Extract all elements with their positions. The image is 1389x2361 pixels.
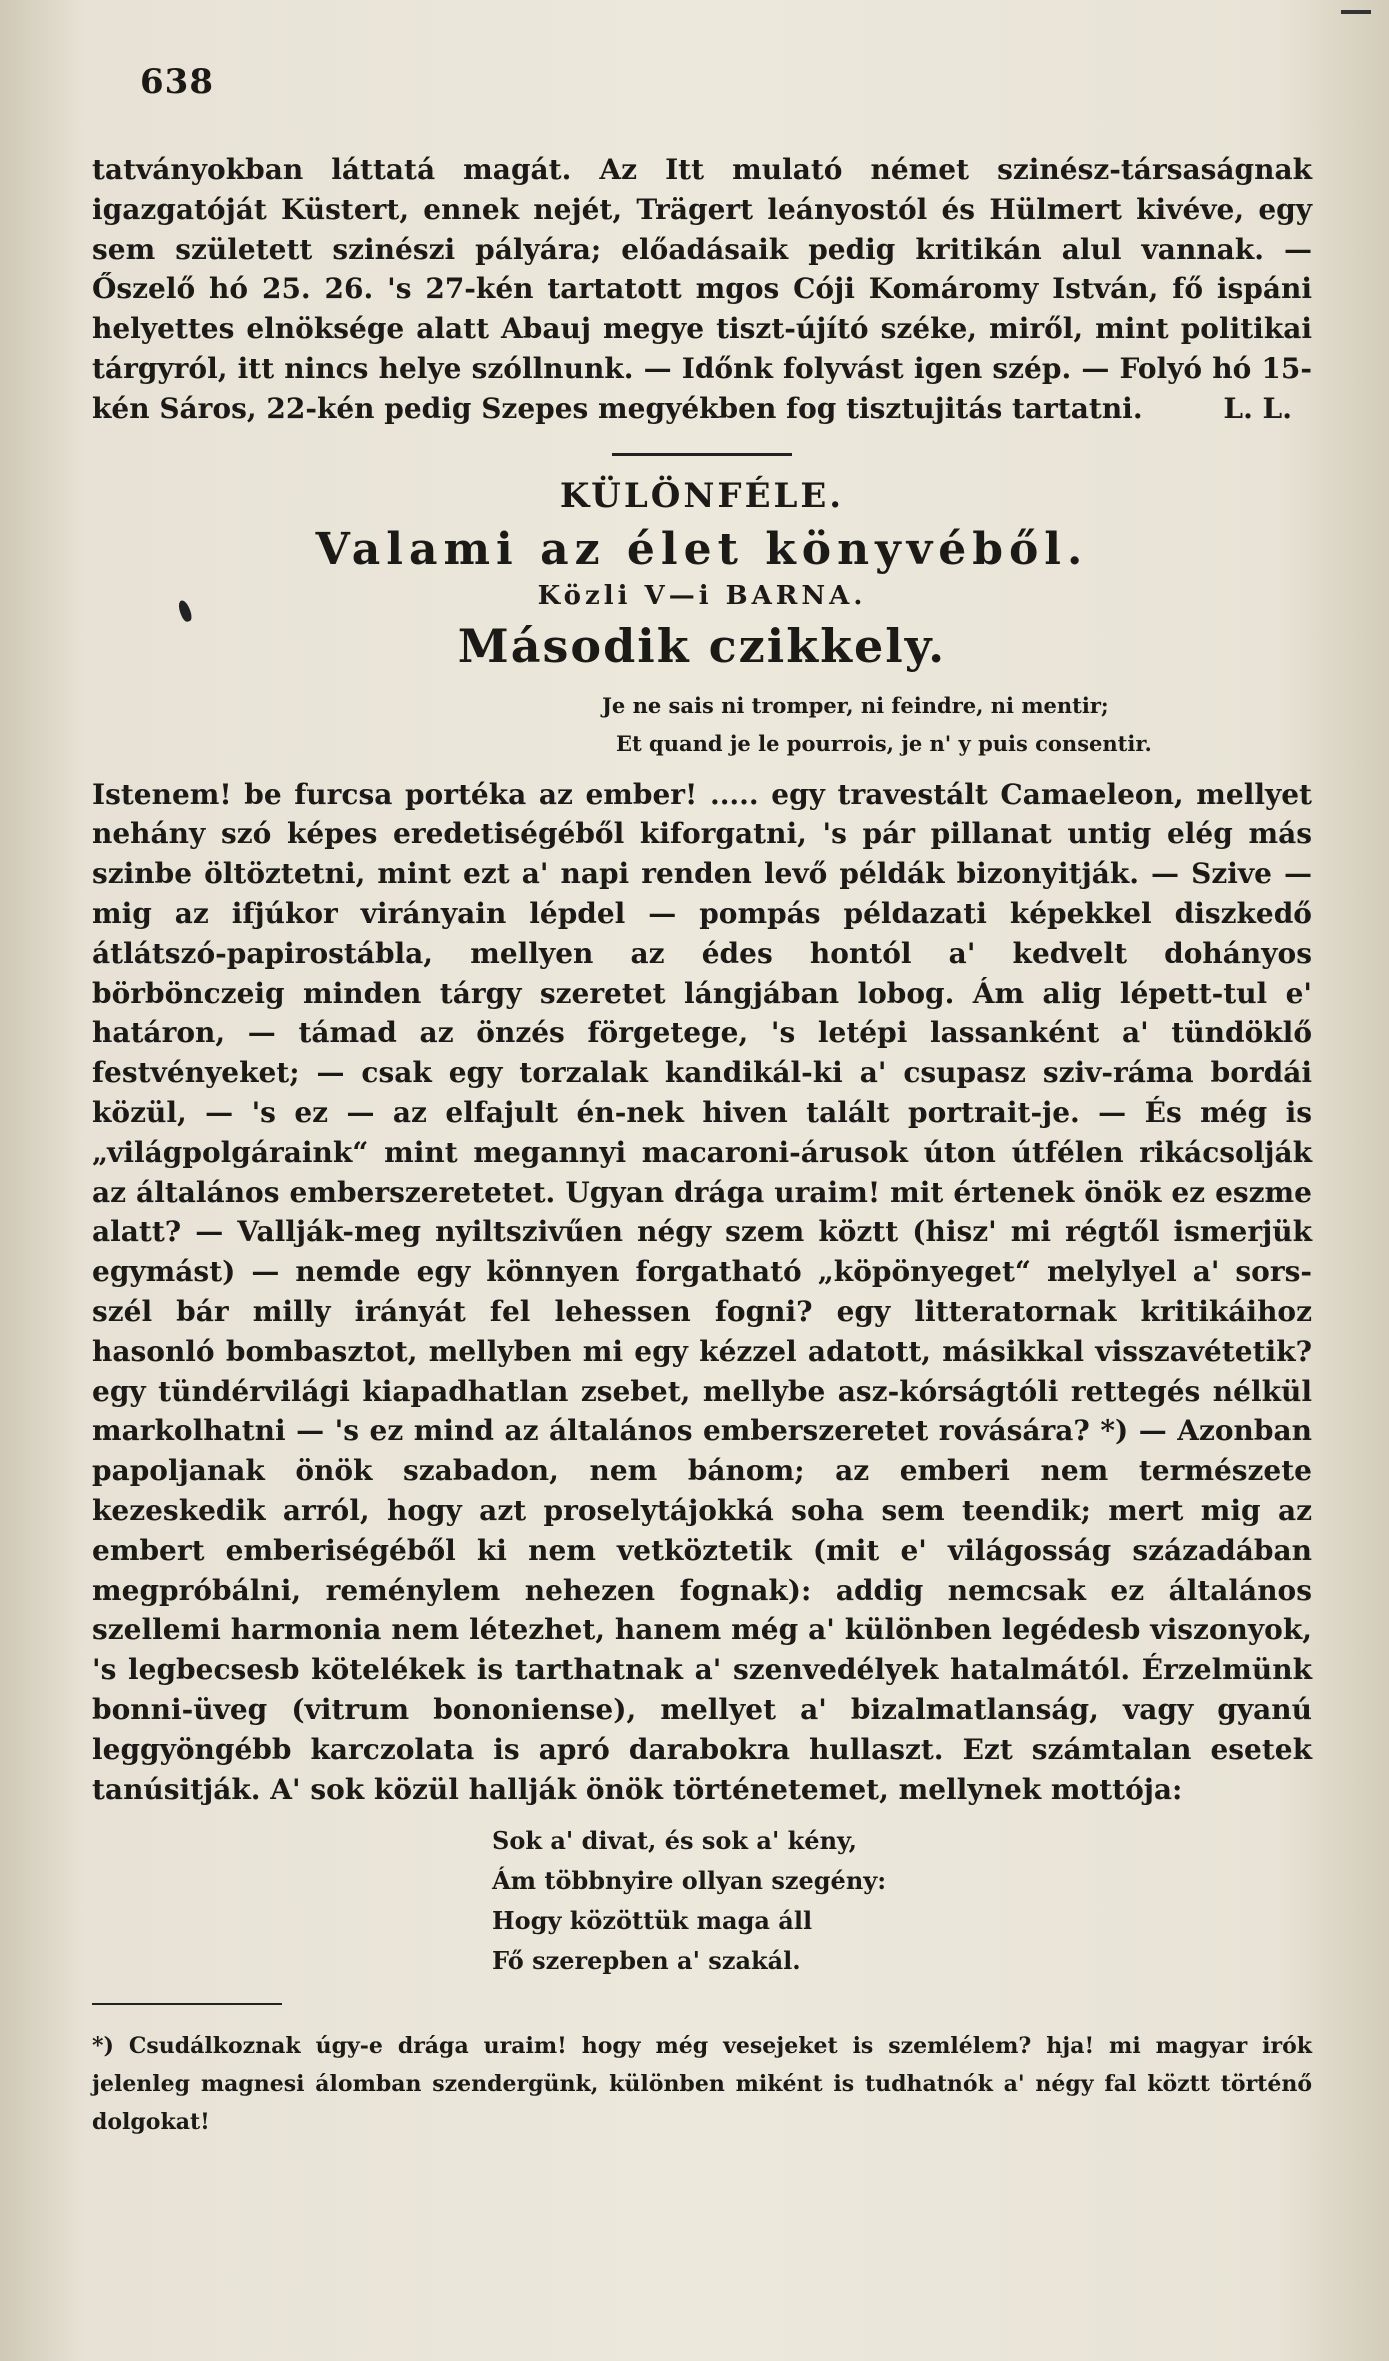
motto-line: Et quand je le pourrois, je n' y puis consentir. xyxy=(616,730,1152,756)
intro-paragraph: tatványokban láttatá magát. Az Itt mulató német szinész-társaságnak igazgatóját Küstert, ennek nejét, Trägert leányostól és Hülmert kivéve, egy sem született szinészi pályára; előadásaik pedig kritikán alul vannak. — Őszelő hó 25. 26. 's 27-kén tartatott mgos Cóji Komáromy István, fő ispáni helyettes elnöksége alatt Abauj megye tiszt-újító széke, miről, mint politikai tárgyról, itt nincs helye szóllnunk. — Időnk folyvást igen szép. — Folyó hó 15-kén Sáros, 22-kén pedig Szepes megyékben fog tisztujitás tartatni. xyxy=(92,153,1312,425)
verse-line: Hogy közöttük maga áll xyxy=(492,1906,813,1936)
motto xyxy=(602,687,1312,763)
verse-line: Fő szerepben a' szakál. xyxy=(492,1946,801,1976)
motto-line: Je ne sais ni tromper, ni feindre, ni mentir; xyxy=(602,692,1109,718)
section-divider xyxy=(612,453,792,456)
section-heading: KÜLÖNFÉLE. xyxy=(559,475,845,516)
body-paragraph: Istenem! be furcsa portéka az ember! ..... egy travestált Camaeleon, mellyet nehány szó képes eredetiségéből kiforgatni, 's pár pillanat untig elég más szinbe öltöztetni, mint ezt a' napi renden levő példák bizonyitják. — Szive — mig az ifjúkor virányain lépdel — pompás példazati képekkel diszkedő átlátszó-papirostábla, mellyen az édes hontól a' kedvelt dohányos börbönczeig minden tárgy szeretet lángjában lobog. Ám alig lépett-tul e' határon, — támad az önzés förgetege, 's letépi lassanként a' tündöklő festvényeket; — csak egy torzalak kandikál-ki a' csupasz sziv-ráma bordái közül, — 's ez — az elfajult én-nek hiven talált portrait-je. — És még is „világpolgáraink“ mint megannyi macaroni-árusok úton útfélen rikácsolják az általános emberszeretetet. Ugyan drága uraim! mit értenek önök ez eszme alatt? — Vallják-meg nyiltszivűen négy szem köztt (hisz' mi régtől ismerjük egymást) — nemde egy könnyen forgatható „köpönyeget“ melylyel a' sors-szél bár milly irányát fel lehessen fogni? egy litteratornak kritikáihoz hasonló bombasztot, mellyben mi egy kézzel adatott, másikkal visszavétetik? egy tündérvilági kiapadhatlan zsebet, mellybe asz-kórságtóli rettegés nélkül markolhatni — 's ez mind az általános emberszeretet rovására? *) — Azonban papoljanak önök szabadon, nem bánom; az emberi nem természete kezeskedik arról, hogy azt proselytájokká soha sem teendik; mert mig az embert emberiségéből ki nem vetköztetik (mit e' világosság századában megpróbálni, reménylem nehezen fognak): addig nemcsak ez általános szellemi harmonia nem létezhet, hanem még a' különben legédesb viszonyok, 's legbecsesb kötelékek is tarthatnak a' szenvedélyek hatalmától. Érzelmünk bonni-üveg (vitrum bononiense), mellyet a' bizalmatlanság, vagy gyanú leggyöngébb karczolata is apró darabokra hullaszt. Ezt számtalan esetek tanúsitják. A' sok közül hallják önök történetemet, mellynek mottója: xyxy=(92,777,1312,1806)
verse-line: Ám többnyire ollyan szegény: xyxy=(492,1866,887,1896)
footnote-divider xyxy=(92,2003,282,2005)
page-content xyxy=(92,150,1312,2163)
page-number: 638 xyxy=(140,62,214,102)
intro-signature: L. L. xyxy=(1223,391,1292,425)
article-title: Valami az élet könyvéből. xyxy=(315,523,1089,575)
footnote: *) Csudálkoznak úgy-e drága uraim! hogy még vesejeket is szemlélem? hja! mi magyar irók jelenleg magnesi álomban szendergünk, különben miként is tudhatnók a' négy fal köztt történő dolgokat! xyxy=(92,2033,1312,2136)
byline: Közli V—i BARNA. xyxy=(537,580,867,611)
part-title: Második czikkely. xyxy=(457,618,947,673)
verse-line: Sok a' divat, és sok a' kény, xyxy=(492,1826,858,1856)
corner-mark xyxy=(1341,10,1371,14)
verse xyxy=(492,1821,1312,1981)
